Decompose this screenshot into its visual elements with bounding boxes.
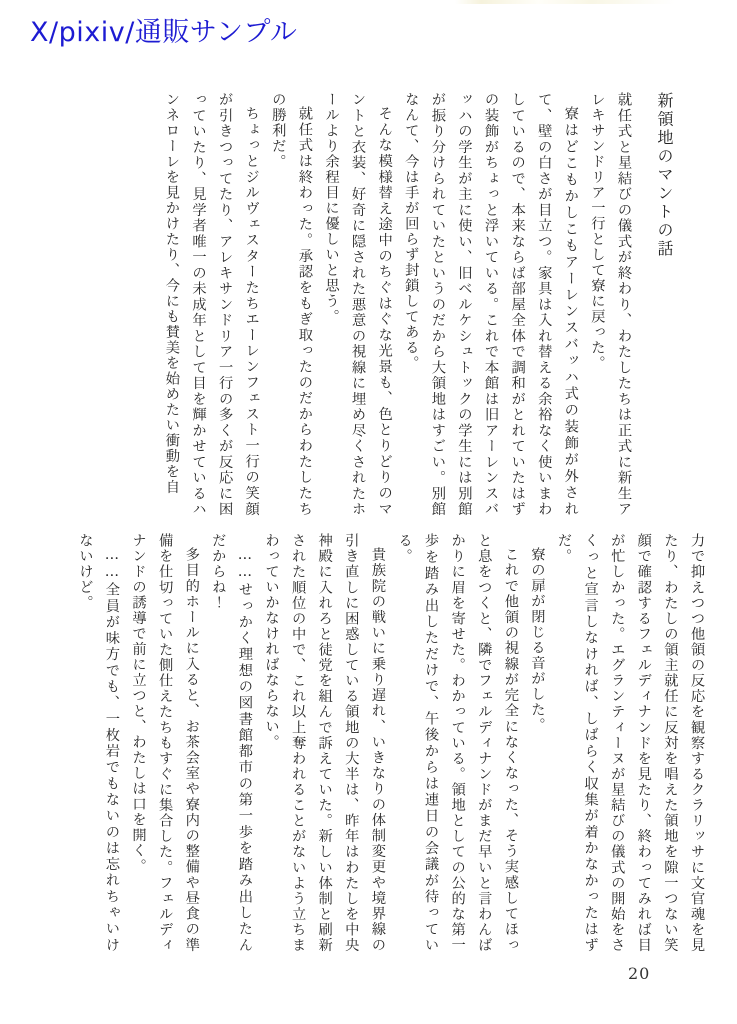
body-text-lower: [77, 533, 710, 953]
paragraph: 寮の扉が閉じる音がした。: [529, 547, 546, 734]
paragraph: 貴族院の戦いに乗り遅れ、いきなりの体制変更や境界線の引き直しに困惑している領地の大半は、昨年はわたしを中央神殿に入れろと徒党を組んで訴えていた。新しい体制と刷新された順位の中で、これ以上奪われることがないよう立ちまわっていかなければならない。: [263, 533, 386, 953]
paragraph: これで他領の視線が完全になくなった、そう実感してほっと息をつくと、隣でフェルディナンドがまだ早いと言わんばかりに眉を寄せた。わかっている。領地としての公的な第一歩を踏み出しただけで、午後からは連日の会議が待っている。: [396, 533, 519, 953]
paragraph: そんな模様替え途中のちぐはぐな光景も、色とりどりのマントと衣装、好奇に隠された悪意の視線に埋め尽くされたホールより余程目に優しいと思う。: [323, 92, 393, 517]
paragraph: 寮はどこもかしこもアーレンスバッハ式の装飾が外されて、壁の白さが目立つ。家具は入れ替える余裕なく使いまわしているので、本来ならば部屋全体で調和がとれていたはずの装飾がちょっと浮いている。これで本館は旧アーレンスバッハの学生が主に使い、旧ベルケシュトックの学生には別館が振り分けられていたというのだから大領地はすごい。別館なんて、今は手が回らず封鎖してある。: [403, 92, 579, 517]
paragraph: 就任式と星結びの儀式が終わり、わたしたちは正式に新生アレキサンドリア一行として寮に戻った。: [589, 92, 632, 517]
paragraph: ……全員が味方でも、一枚岩でもないのは忘れちゃいけないけど。: [77, 533, 120, 953]
paragraph: 多目的ホールに入ると、お茶会室や寮内の整備や昼食の準備を仕切っていた側仕えたちもすぐに集合した。フェルディナンドの誘導で前に立つと、わたしは口を開く。: [130, 533, 200, 953]
paragraph: ……せっかく理想の図書館都市の第一歩を踏み出したんだからね！: [210, 533, 253, 953]
paragraph: ちょっとジルヴェスターたちエーレンフェスト一行の笑顔が引きつってたり、アレキサンドリア一行の多くが反応に困っていたり、見学者唯一の未成年として目を輝かせているハンネローレを見かけたり、今にも賛美を始めたい衝動を自: [163, 92, 260, 517]
body-text-upper: [163, 92, 637, 517]
paragraph: 就任式は終わった。承認をもぎ取ったのだからわたしたちの勝利だ。: [270, 92, 313, 517]
story-title: 新領地のマントの話: [655, 92, 674, 259]
page-number: 20: [628, 964, 651, 983]
scan-artifact: [455, 0, 675, 4]
paragraph: 力で抑えつつ他領の反応を観察するクラリッサに文官魂を見たり、わたしの領主就任に反対を唱えた領地を隙一つない笑顔で確認するフェルディナンドを見たり、終わってみれば目が忙しかった。エグランティーヌが星結びの儀式の開始をさくっと宣言しなければ、しばらく収集が着かなかったはずだ。: [556, 533, 705, 953]
sample-watermark: X/pixiv/通販サンプル: [30, 17, 298, 48]
